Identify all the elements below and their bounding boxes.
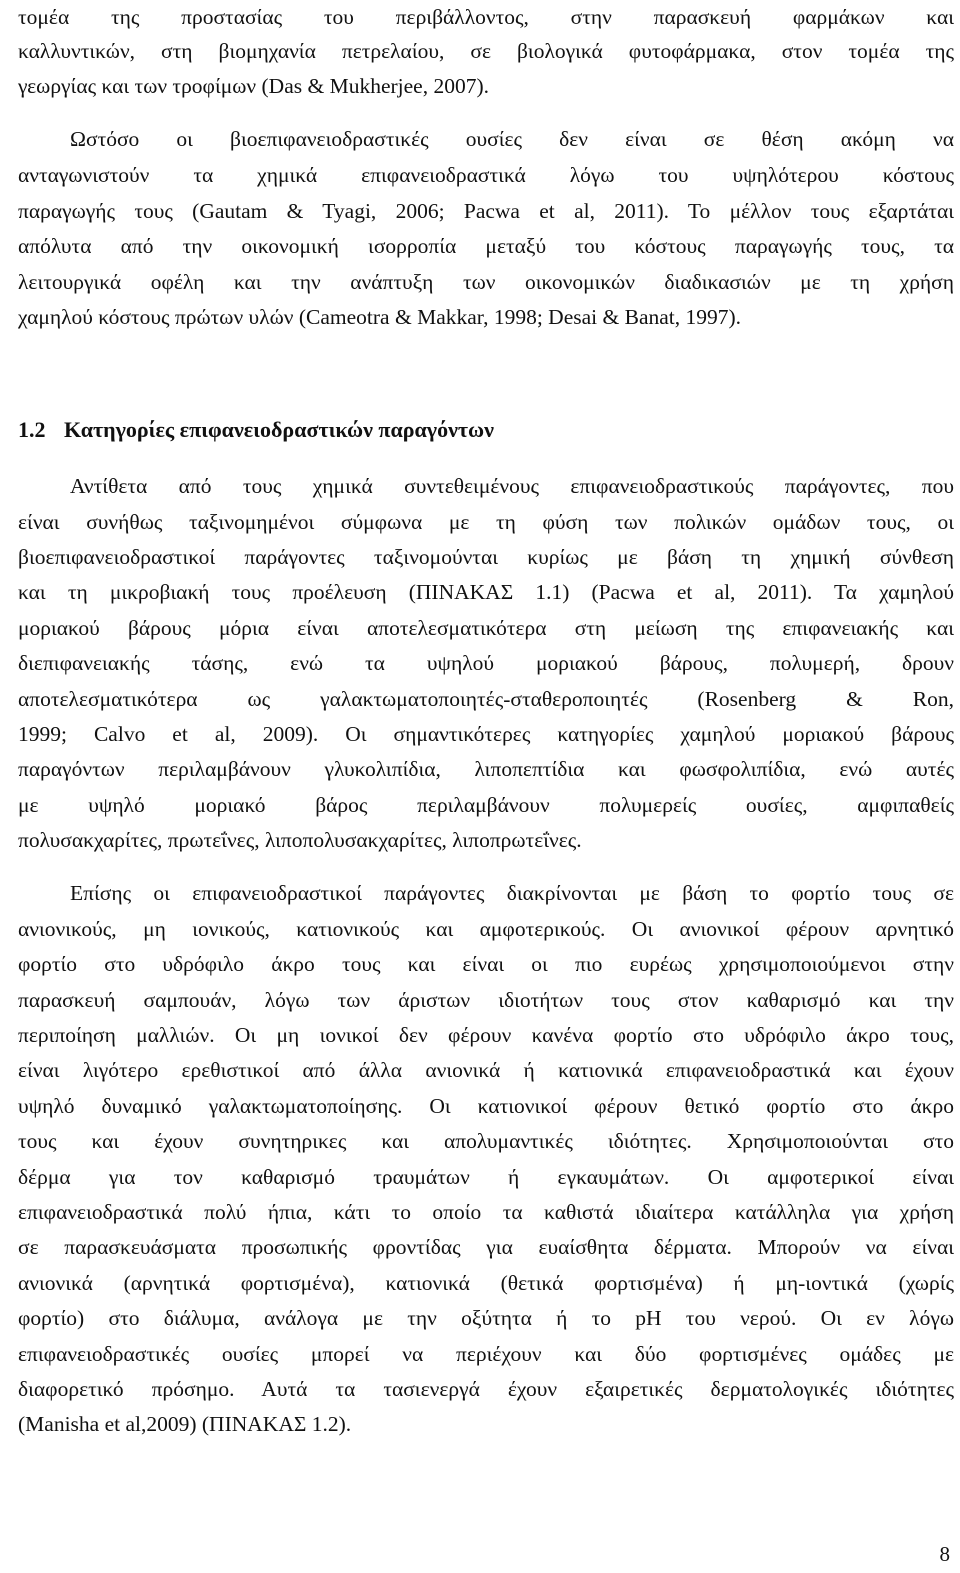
text-line: απόλυτα από την οικονομική ισορροπία μεταξύ του κόστους παραγωγής τους, τα — [18, 234, 954, 258]
text-line: φορτίο) στο διάλυμα, ανάλογα με την οξύτητα ή το pH του νερού. Οι εν λόγω — [18, 1306, 954, 1330]
text-line: παραγόντων περιλαμβάνουν γλυκολιπίδια, λιποπεπτίδια και φωσφολιπίδια, ενώ αυτές — [18, 757, 954, 781]
page-number: 8 — [939, 1542, 950, 1566]
text-line: διεπιφανειακής τάσης, ενώ τα υψηλού μοριακού βάρους, πολυμερή, δρουν — [18, 651, 954, 675]
text-line: διαφορετικό πρόσημο. Αυτά τα τασιενεργά έχουν εξαιρετικές δερματολογικές ιδιότητες — [18, 1377, 954, 1401]
text-line: ανταγωνιστούν τα χημικά επιφανειοδραστικά λόγω του υψηλότερου κόστους — [18, 163, 954, 187]
text-line: με υψηλό μοριακό βάρος περιλαμβάνουν πολυμερείς ουσίες, αμφιπαθείς — [18, 793, 954, 817]
text-line: και τη μικροβιακή τους προέλευση (ΠΙΝΑΚΑΣ 1.1) (Pacwa et al, 2011). Τα χαμηλού — [18, 580, 954, 604]
text-line: υψηλό δυναμικό γαλακτωματοποίησης. Οι κατιονικοί φέρουν θετικό φορτίο στο άκρο — [18, 1094, 954, 1118]
text-line: είναι συνήθως ταξινομημένοι σύμφωνα με τη φύση των πολικών ομάδων τους, οι — [18, 510, 954, 534]
text-line: φορτίο στο υδρόφιλο άκρο τους και είναι οι πιο ευρέως χρησιμοποιούμενοι στην — [18, 952, 954, 976]
section-title: Κατηγορίες επιφανειοδραστικών παραγόντων — [64, 417, 494, 442]
section-heading — [18, 413, 494, 447]
text-line: Επίσης οι επιφανειοδραστικοί παράγοντες διακρίνονται με βάση το φορτίο τους σε — [70, 881, 954, 905]
text-line: καλλυντικών, στη βιομηχανία πετρελαίου, σε βιολογικά φυτοφάρμακα, στον τομέα της — [18, 39, 954, 63]
text-line: (Manisha et al,2009) (ΠΙΝΑΚΑΣ 1.2). — [18, 1412, 352, 1436]
text-line: μοριακού βάρους μόρια είναι αποτελεσματικότερα στη μείωση της επιφανειακής και — [18, 616, 954, 640]
text-line: χαμηλού κόστους πρώτων υλών (Cameotra & Makkar, 1998; Desai & Banat, 1997). — [18, 305, 742, 329]
text-line: Αντίθετα από τους χημικά συντεθειμένους επιφανειοδραστικούς παράγοντες, που — [70, 474, 954, 498]
text-line: επιφανειοδραστικές ουσίες μπορεί να περιέχουν και δύο φορτισμένες ομάδες με — [18, 1342, 954, 1366]
text-line: ανιονικά (αρνητικά φορτισμένα), κατιονικά (θετικά φορτισμένα) ή μη-ιοντικά (χωρίς — [18, 1271, 954, 1295]
text-line: αποτελεσματικότερα ως γαλακτωματοποιητές-σταθεροποιητές (Rosenberg & Ron, — [18, 687, 954, 711]
text-line: ανιονικούς, μη ιονικούς, κατιονικούς και αμφοτερικούς. Οι ανιονικοί φέρουν αρνητικό — [18, 917, 954, 941]
text-line: δέρμα για τον καθαρισμό τραυμάτων ή εγκαυμάτων. Οι αμφοτερικοί είναι — [18, 1165, 954, 1189]
text-line: Ωστόσο οι βιοεπιφανειοδραστικές ουσίες δεν είναι σε θέση ακόμη να — [70, 127, 954, 151]
text-line: πολυσακχαρίτες, πρωτεΐνες, λιποπολυσακχαρίτες, λιποπρωτεΐνες. — [18, 828, 582, 852]
text-line: είναι λιγότερο ερεθιστικοί από άλλα ανιονικά ή κατιονικά επιφανειοδραστικά και έχουν — [18, 1058, 954, 1082]
text-line: σε παρασκευάσματα προσωπικής φροντίδας για ευαίσθητα δέρματα. Μπορούν να είναι — [18, 1235, 954, 1259]
text-line: βιοεπιφανειοδραστικοί παράγοντες ταξινομούνται κυρίως με βάση τη χημική σύνθεση — [18, 545, 954, 569]
section-number: 1.2 — [18, 417, 46, 442]
text-line: περιποίηση μαλλιών. Οι μη ιονικοί δεν φέρουν κανένα φορτίο στο υδρόφιλο άκρο τους, — [18, 1023, 954, 1047]
text-line: παραγωγής τους (Gautam & Tyagi, 2006; Pacwa et al, 2011). Το μέλλον τους εξαρτάται — [18, 199, 954, 223]
text-line: γεωργίας και των τροφίμων (Das & Mukherjee, 2007). — [18, 74, 490, 98]
text-line: τομέα της προστασίας του περιβάλλοντος, στην παρασκευή φαρμάκων και — [18, 5, 954, 29]
text-line: 1999; Calvo et al, 2009). Οι σημαντικότερες κατηγορίες χαμηλού μοριακού βάρους — [18, 722, 954, 746]
text-line: λειτουργικά οφέλη και την ανάπτυξη των οικονομικών διαδικασιών με τη χρήση — [18, 270, 954, 294]
text-line: παρασκευή σαμπουάν, λόγω των άριστων ιδιοτήτων τους στον καθαρισμό και την — [18, 988, 954, 1012]
text-line: τους και έχουν συνητηρικες και απολυμαντικές ιδιότητες. Χρησιμοποιούνται στο — [18, 1129, 954, 1153]
text-line: επιφανειοδραστικά πολύ ήπια, κάτι το οποίο τα καθιστά ιδιαίτερα κατάλληλα για χρήση — [18, 1200, 954, 1224]
